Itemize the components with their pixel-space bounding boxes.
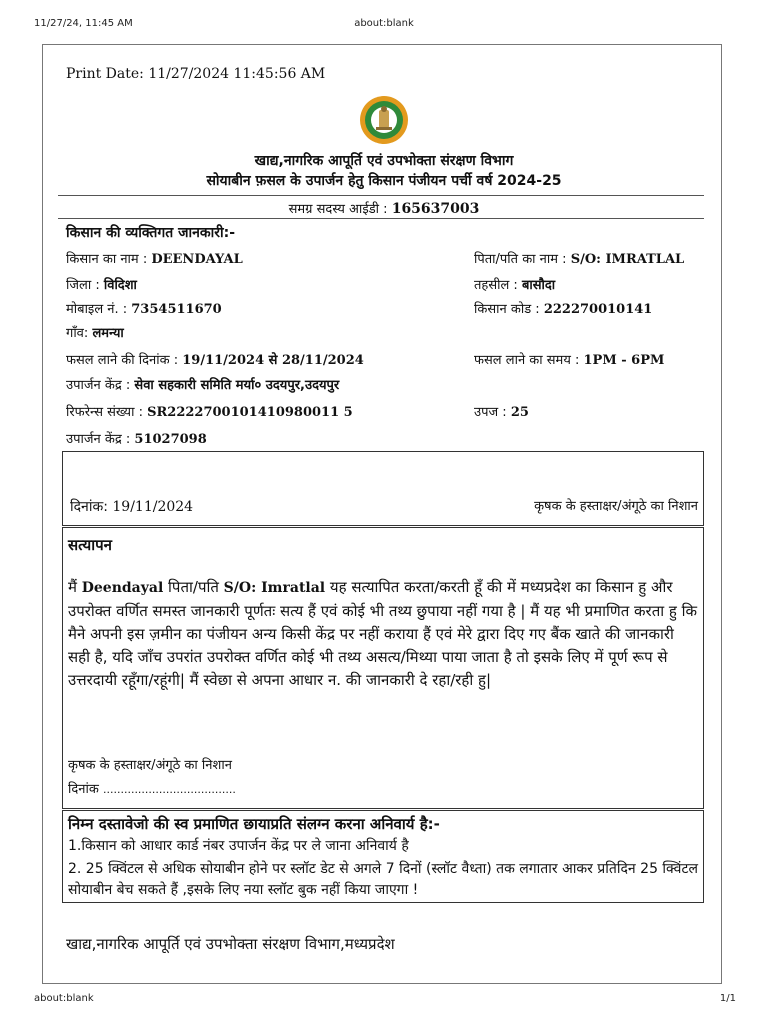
tehsil-field: तहसील : बासौदा	[474, 278, 556, 293]
mp-govt-emblem-icon	[359, 95, 409, 145]
browser-title: about:blank	[354, 18, 414, 29]
crop-time-field: फसल लाने का समय : 1PM - 6PM	[474, 353, 665, 368]
print-date: Print Date: 11/27/2024 11:45:56 AM	[66, 66, 326, 82]
department-title: खाद्य,नागरिक आपूर्ति एवं उपभोक्ता संरक्षण विभाग	[254, 153, 514, 169]
village-field: गाँव: लमन्या	[66, 326, 124, 341]
center-code-field: उपार्जन केंद्र : 51027098	[66, 432, 207, 447]
section-title: किसान की व्यक्तिगत जानकारी:-	[66, 225, 236, 241]
divider	[58, 218, 704, 219]
document-item-1: 1.किसान को आधार कार्ड नंबर उपार्जन केंद्र पर ले जाना अनिवार्य है	[68, 838, 409, 854]
verification-date-field: दिनांक ......................................	[68, 782, 236, 797]
browser-datetime: 11/27/24, 11:45 AM	[34, 18, 133, 29]
date-field: दिनांक: 19/11/2024	[70, 499, 194, 515]
browser-url: about:blank	[34, 993, 94, 1004]
verification-text: मैं Deendayal पिता/पति S/O: Imratlal यह सत्यापित करता/करती हूँ की में मध्यप्रदेश का किसान हु और उपरोक्त वर्णित समस्त जानकारी पूर्णतः सत्य हैं एवं कोई भी तथ्य छुपाया नहीं गया है | मैं यह भी प्रमाणित करता हु कि मैने अपनी इस ज़मीन का पंजीयन अन्य किसी केंद्र पर नहीं कराया हैं एवं मेरे द्वारा दिए गए बैंक खाते की जानकारी सही है, यदि जाँच उपरांत उपरोक्त वर्णित कोई भी तथ्य असत्य/मिथ्या पाया जाता है तो इसके लिए में पूर्ण रूप से उत्तरदायी रहूँगा/रहूंगी| मैं स्वेछा से अपना आधार न. की जानकारी दे रहा/रही हु|	[68, 578, 698, 689]
member-id: 165637003	[391, 201, 480, 217]
farmer-signature-label: कृषक के हस्ताक्षर/अंगूठे का निशान	[534, 499, 698, 514]
produce-field: उपज : 25	[474, 405, 529, 420]
crop-date-field: फसल लाने की दिनांक : 19/11/2024 से 28/11/2024	[66, 353, 364, 368]
mobile-field: मोबाइल नं. : 7354511670	[66, 302, 222, 317]
procurement-center-field: उपार्जन केंद्र : सेवा सहकारी समिति मर्या० उदयपुर,उदयपुर	[66, 378, 340, 393]
farmer-code-field: किसान कोड : 222270010141	[474, 302, 653, 317]
documents-title: निम्न दस्तावेजो की स्व प्रमाणित छायाप्रति संलग्न करना अनिवार्य है:-	[68, 815, 440, 833]
page-number: 1/1	[719, 993, 736, 1004]
document-item-2: 2. 25 क्विंटल से अधिक सोयाबीन होने पर स्लॉट डेट से अगले 7 दिनों (स्लॉट वैध्ता) तक लगातार आकर प्रतिदिन 25 क्विंटल सोयाबीन बेच सकते हैं ,इसके लिए नया स्लॉट बुक नहीं किया जाएगा !	[68, 861, 699, 898]
reference-number-field: रिफरेन्स संख्या : SR2222700101410980011 5	[66, 405, 353, 420]
document-subtitle: सोयाबीन फ़सल के उपार्जन हेतु किसान पंजीयन पर्ची वर्ष 2024-25	[206, 173, 562, 189]
father-name-field: पिता/पति का नाम : S/O: IMRATLAL	[474, 252, 685, 267]
verification-title: सत्यापन	[68, 536, 112, 554]
district-field: जिला : विदिशा	[66, 278, 137, 293]
verification-signature-label: कृषक के हस्ताक्षर/अंगूठे का निशान	[68, 758, 232, 773]
footer-department: खाद्य,नागरिक आपूर्ति एवं उपभोक्ता संरक्षण विभाग,मध्यप्रदेश	[66, 935, 395, 953]
divider	[58, 195, 704, 196]
member-id-line: समग्र सदस्य आईडी : 165637003	[288, 201, 480, 217]
farmer-name-field: किसान का नाम : DEENDAYAL	[66, 252, 243, 267]
